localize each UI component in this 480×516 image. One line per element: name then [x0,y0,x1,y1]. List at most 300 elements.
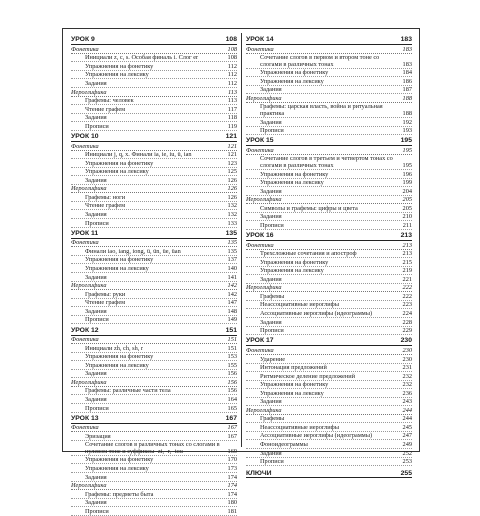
toc-entry [71,499,237,508]
toc-entry [71,122,237,131]
toc-entry [246,103,412,118]
toc-page-number: 142 [227,282,237,290]
toc-entry-label: Упражнения на фонетику [85,159,154,167]
toc-page-number: 118 [227,114,237,122]
toc-entry-label: Сочетание слогов в различных тонах со слогами в нулевом тоне и суффиксы -zi, -r, -tou [85,440,220,455]
toc-page-number: 230 [402,346,412,354]
toc-page-number: 187 [402,86,412,94]
toc-entry-label: Ассоциативные иероглифы (идеограммы) [260,432,373,440]
toc-page-number: 132 [227,210,237,218]
toc-entry-label: Графемы: различные части тела [85,387,171,395]
toc-section-heading [71,282,237,291]
toc-page-number: 243 [402,398,412,406]
toc-entry [246,170,412,179]
toc-entry-label: Графемы: царская власть, война и ритуальная практика [260,103,383,118]
toc-entry [246,86,412,95]
toc-entry-label: Фонетика [71,142,99,150]
toc-entry [246,69,412,78]
toc-entry [71,353,237,362]
toc-page-number: 249 [402,440,412,448]
toc-entry [71,168,237,177]
toc-entry-label: Прописи [260,221,284,229]
toc-entry [246,118,412,127]
toc-page-number: 149 [227,316,237,324]
toc-entry-label: КЛЮЧИ [246,470,272,478]
toc-section-heading [71,185,237,194]
toc-entry [246,267,412,276]
toc-entry-label: Прописи [85,316,109,324]
toc-entry-label: Иероглифика [246,284,282,292]
toc-entry [71,273,237,282]
toc-page-number: 245 [402,423,412,431]
toc-entry [71,473,237,482]
toc-page-number: 153 [227,353,237,361]
toc-page-number: 125 [227,168,237,176]
toc-entry [71,202,237,211]
toc-entry-label: Инициали z, c, s. Особая финаль i. Слог er [85,54,199,62]
toc-entry [71,54,237,63]
toc-page-number: 126 [227,193,237,201]
toc-entry-label: Упражнения на фонетику [260,381,329,389]
toc-entry [246,127,412,136]
toc-page-number: 108 [227,54,237,62]
toc-section-heading [71,142,237,151]
toc-entry-label: Интонация предложений [260,364,327,372]
toc-entry-label: Прописи [260,127,284,135]
toc-page-number: 164 [227,395,237,403]
toc-entry-label: Упражнения на лексику [260,389,324,397]
toc-entry [71,316,237,325]
toc-entry-label: Прописи [260,458,284,466]
toc-page-number: 204 [402,187,412,195]
toc-section-heading [246,146,412,155]
toc-page-number: 196 [402,170,412,178]
toc-entry-label: Задания [260,213,282,221]
toc-entry-label: Задания [260,398,282,406]
toc-entry-label: Упражнения на фонетику [85,62,154,70]
toc-page-number: 142 [227,290,237,298]
toc-page-number: 151 [227,336,237,344]
toc-section-heading [246,346,412,355]
toc-keys-heading [246,467,412,478]
toc-entry [246,258,412,267]
toc-entry-label: Прописи [260,327,284,335]
toc-entry [71,247,237,256]
toc-entry-label: Графемы [260,415,285,423]
toc-page-number: 121 [227,142,237,150]
toc-entry-label: Фонетика [71,336,99,344]
toc-page-number: 170 [227,456,237,464]
toc-entry [71,151,237,160]
toc-entry [71,395,237,404]
toc-column-right [246,34,412,478]
toc-entry-label: УРОК 9 [71,36,95,44]
toc-entry-label: Неассоциативные иероглифы [260,301,339,309]
toc-entry-label: Задания [260,187,282,195]
toc-page-number: 183 [402,60,412,68]
toc-page-number: 215 [402,258,412,266]
toc-entry [71,290,237,299]
toc-entry [71,219,237,228]
toc-entry [71,307,237,316]
toc-entry-label: Иероглифика [71,185,107,193]
toc-entry-label: Графемы: предметы быта [85,490,154,498]
toc-page-number: 222 [402,284,412,292]
toc-page-number: 205 [402,204,412,212]
toc-entry-label: Иероглифика [71,482,107,490]
toc-entry-label: УРОК 11 [71,229,99,237]
toc-page-number: 112 [227,62,237,70]
toc-entry-label: Упражнения на лексику [260,267,324,275]
toc-page-number: 165 [227,404,237,412]
toc-entry [71,97,237,106]
toc-entry [71,210,237,219]
toc-section-heading [246,284,412,293]
toc-page-number: 112 [227,71,237,79]
toc-section-heading [246,94,412,103]
toc-entry [71,176,237,185]
toc-page-number: 183 [402,45,412,53]
toc-page [62,28,420,515]
toc-page-number: 151 [227,344,237,352]
toc-page-number: 119 [227,122,237,130]
toc-entry-label: Задания [85,114,107,122]
toc-entry [71,159,237,168]
toc-section-heading [71,378,237,387]
toc-page-number: 219 [402,267,412,275]
toc-entry-label: Неассоциативные иероглифы [260,423,339,431]
toc-page-number: 221 [402,275,412,283]
toc-page-number: 236 [402,389,412,397]
toc-section-heading [71,45,237,54]
toc-entry [246,449,412,458]
toc-entry-label: Задания [260,449,282,457]
toc-entry [246,458,412,467]
toc-page-number: 188 [402,95,412,103]
toc-page-number: 173 [227,465,237,472]
toc-entry-label: Иероглифика [71,282,107,290]
toc-entry-label: Ударение [260,355,286,363]
toc-entry-label: Инициали j, q, x. Финали ia, ie, iu, ü, ian [85,151,192,159]
toc-page-number: 195 [400,137,412,145]
toc-entry [246,221,412,230]
toc-page-number: 193 [402,127,412,135]
toc-column-left [71,34,237,516]
toc-section-heading [71,482,237,491]
toc-entry-label: Графемы: ноги [85,193,126,201]
toc-entry [71,456,237,465]
toc-entry [246,155,412,170]
toc-entry [246,77,412,86]
toc-lesson-heading [71,229,237,239]
toc-entry [71,441,237,456]
toc-entry [246,204,412,213]
toc-page-number: 253 [402,458,412,466]
toc-entry-label: Инициали zh, ch, sh, r [85,344,143,352]
toc-entry [246,440,412,449]
toc-entry [246,364,412,373]
toc-page-number: 195 [402,146,412,154]
toc-page-number: 199 [402,179,412,187]
toc-page-number: 155 [227,361,237,369]
toc-entry-label: Эризация [85,432,111,440]
toc-entry-label: Прописи [85,122,109,130]
toc-entry-label: Иероглифика [246,196,282,204]
toc-entry [246,250,412,259]
toc-entry-label: Фонетика [246,241,274,249]
toc-entry [71,114,237,123]
toc-page-number: 188 [402,110,412,118]
toc-entry [246,398,412,407]
toc-entry-label: Задания [85,273,107,281]
toc-entry-label: Графемы: руки [85,290,126,298]
toc-page-number: 247 [402,432,412,440]
toc-page-number: 156 [227,387,237,395]
toc-page-number: 205 [402,196,412,204]
toc-page-number: 230 [402,355,412,363]
toc-entry [71,507,237,516]
toc-entry-label: Фонетика [71,424,99,432]
toc-entry [246,372,412,381]
toc-entry [246,355,412,364]
toc-entry-label: Упражнения на фонетику [85,256,154,264]
toc-entry-label: Фонетика [246,346,274,354]
toc-lesson-heading [246,336,412,346]
toc-entry-label: УРОК 16 [246,232,274,240]
toc-entry-label: Трехсложные сочетания и апостроф [260,250,357,258]
toc-entry [246,275,412,284]
toc-page-number: 244 [402,415,412,423]
toc-entry-label: Ритмическое деление предложений [260,372,356,380]
toc-page-number: 108 [227,45,237,53]
toc-section-heading [71,239,237,248]
toc-page-number: 112 [227,80,237,88]
toc-lesson-heading [71,325,237,335]
toc-entry [246,327,412,336]
toc-entry [71,62,237,71]
toc-page-number: 229 [402,327,412,335]
toc-entry-label: Задания [85,395,107,403]
toc-entry-label: Сочетание слогов в третьем и четвертом тонах со слогами в различных тонах [260,154,393,169]
toc-page-number: 167 [227,432,237,440]
toc-entry-label: УРОК 10 [71,133,99,141]
toc-entry [71,370,237,379]
toc-page-number: 223 [402,301,412,309]
toc-entry [246,54,412,69]
toc-entry-label: Задания [85,307,107,315]
toc-entry-label: Финали iao, iang, iong, ü, ün, üe, üan [85,247,181,255]
toc-entry-label: Чтение графем [85,105,126,113]
toc-entry-label: Сочетание слогов в первом и втором тоне со слогами в различных тонах [260,53,380,68]
toc-entry [71,344,237,353]
toc-page-number: 167 [225,414,237,422]
toc-page-number: 244 [402,406,412,414]
toc-page-number: 135 [227,239,237,247]
toc-page-number: 230 [400,337,412,345]
toc-entry-label: Ассоциативные иероглифы (идеограммы) [260,310,373,318]
toc-entry-label: Графемы [260,292,285,300]
toc-entry-label: Упражнения на лексику [260,77,324,85]
toc-entry-label: Задания [85,370,107,378]
toc-page-number: 255 [400,470,412,478]
toc-entry-label: Фонетика [246,146,274,154]
toc-section-heading [71,88,237,97]
toc-entry [246,423,412,432]
toc-entry-label: Графемы: человек [85,97,134,105]
toc-entry-label: Фоноидеограммы [260,440,308,448]
toc-entry [71,361,237,370]
toc-entry-label: УРОК 13 [71,414,99,422]
toc-page-number: 156 [227,370,237,378]
toc-entry-label: Задания [85,473,107,481]
toc-entry-label: Фонетика [246,45,274,53]
toc-page-number: 213 [402,250,412,258]
toc-lesson-heading [246,35,412,45]
toc-entry-label: Упражнения на лексику [260,179,324,187]
toc-entry-label: Задания [85,80,107,88]
toc-entry-label: УРОК 14 [246,36,274,44]
toc-entry-label: Упражнения на лексику [85,71,149,79]
toc-page-number: 113 [228,88,237,96]
toc-entry-label: Упражнения на лексику [85,361,149,369]
toc-page-number: 140 [227,265,237,273]
toc-page-number: 232 [402,372,412,380]
toc-page-number: 174 [227,490,237,498]
toc-entry-label: Фонетика [71,45,99,53]
toc-entry [71,404,237,413]
toc-page-number: 252 [402,449,412,457]
toc-entry [246,187,412,196]
toc-page-number: 195 [402,161,412,169]
toc-page-number: 181 [227,507,237,515]
toc-page-number: 123 [227,159,237,167]
toc-entry-label: Упражнения на фонетику [260,69,329,77]
toc-entry [246,309,412,318]
toc-section-heading [71,336,237,345]
toc-page-number: 117 [227,105,237,113]
toc-entry [71,387,237,396]
toc-page-number: 231 [402,364,412,372]
toc-entry [71,432,237,441]
toc-entry [246,381,412,390]
toc-page-number: 148 [227,307,237,315]
toc-entry [246,389,412,398]
toc-entry-label: Иероглифика [246,95,282,103]
toc-entry [71,79,237,88]
toc-entry-label: Прописи [85,404,109,412]
toc-entry-label: Упражнения на лексику [85,265,149,273]
toc-page-number: 183 [400,36,412,44]
toc-lesson-heading [71,35,237,45]
toc-entry [71,71,237,80]
toc-page-number: 213 [402,241,412,249]
toc-page-number: 151 [225,326,237,334]
toc-entry [246,179,412,188]
toc-entry-label: Упражнения на фонетику [85,353,154,361]
toc-section-heading [71,424,237,433]
toc-entry [246,292,412,301]
toc-entry-label: Чтение графем [85,202,126,210]
toc-page-number: 135 [227,247,237,255]
toc-section-heading [246,45,412,54]
toc-lesson-heading [71,414,237,424]
toc-entry-label: Чтение графем [85,299,126,307]
toc-entry-label: Задания [85,210,107,218]
toc-entry-label: Упражнения на фонетику [260,258,329,266]
toc-entry-label: Иероглифика [246,406,282,414]
toc-entry [71,105,237,114]
toc-lesson-heading [246,231,412,241]
toc-page-number: 108 [225,36,237,44]
toc-page-number: 167 [227,424,237,432]
toc-entry [246,318,412,327]
toc-entry [71,193,237,202]
toc-page-number: 137 [227,256,237,264]
toc-page-number: 113 [227,97,237,105]
toc-entry-label: Упражнения на лексику [85,465,149,472]
toc-entry-label: Прописи [85,507,109,515]
toc-entry-label: Упражнения на фонетику [85,456,154,464]
toc-entry-label: Иероглифика [71,88,107,96]
toc-section-heading [246,196,412,205]
toc-entry-label: Упражнения на лексику [85,168,149,176]
toc-section-heading [246,241,412,250]
toc-page-number: 222 [402,292,412,300]
toc-page-number: 126 [227,185,237,193]
toc-entry-label: Прописи [85,219,109,227]
toc-entry [246,301,412,310]
toc-entry [246,432,412,441]
toc-page-number: 211 [402,221,412,229]
toc-entry-label: Задания [85,176,107,184]
toc-entry-label: Символы и графемы: цифры и цвета [260,204,358,212]
toc-page-number: 169 [227,447,237,455]
toc-page-number: 126 [227,176,237,184]
toc-entry-label: УРОК 17 [246,337,274,345]
toc-entry [246,213,412,222]
toc-entry-label: УРОК 12 [71,326,99,334]
toc-page-number: 147 [227,299,237,307]
toc-page-number: 184 [402,69,412,77]
toc-entry [71,464,237,473]
toc-page-number: 132 [227,202,237,210]
toc-entry-label: Задания [260,275,282,283]
toc-page-number: 232 [402,381,412,389]
toc-page-number: 213 [400,232,412,240]
toc-entry-label: Задания [260,86,282,94]
toc-page-number: 174 [227,473,237,481]
toc-entry-label: Иероглифика [71,378,107,386]
column-divider [241,33,242,447]
toc-lesson-heading [71,132,237,142]
toc-entry-label: Задания [85,499,107,507]
toc-lesson-heading [246,136,412,146]
toc-page-number: 180 [227,499,237,507]
toc-entry [246,415,412,424]
toc-page-number: 174 [227,482,237,490]
toc-entry-label: Упражнения на фонетику [260,170,329,178]
toc-section-heading [246,406,412,415]
toc-page-number: 210 [402,213,412,221]
toc-page-number: 121 [227,151,237,159]
toc-page-number: 121 [225,133,237,141]
toc-page-number: 133 [227,219,237,227]
toc-page-number: 192 [402,118,412,126]
toc-page-number: 224 [402,310,412,318]
toc-entry-label: Задания [260,318,282,326]
toc-entry [71,264,237,273]
toc-page-number: 141 [227,273,237,281]
